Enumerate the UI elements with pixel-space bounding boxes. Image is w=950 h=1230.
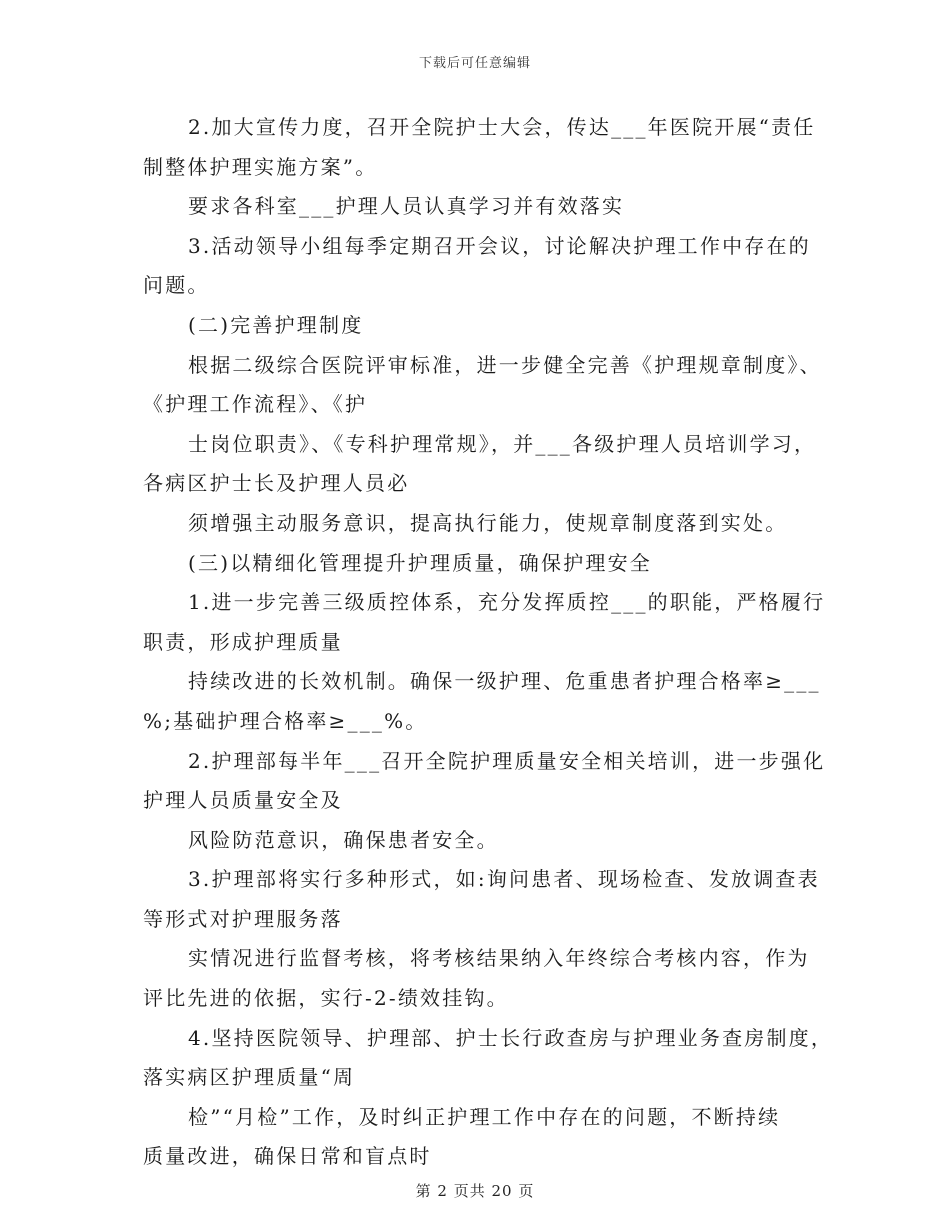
- text-line: 1.进一步完善三级质控体系，充分发挥质控___的职能，严格履行: [188, 590, 826, 615]
- text-line: 落实病区护理质量“周: [143, 1065, 356, 1090]
- text-line: %;基础护理合格率≥___%。: [143, 708, 428, 733]
- text-line: 2.护理部每半年___召开全院护理质量安全相关培训，进一步强化: [188, 748, 826, 773]
- text-line: 要求各科室___护理人员认真学习并有效落实: [188, 194, 625, 219]
- text-line: 持续改进的长效机制。确保一级护理、危重患者护理合格率≥___: [188, 669, 821, 694]
- text-line: 等形式对护理服务落: [143, 906, 343, 931]
- text-line: 须增强主动服务意识，提高执行能力，使规章制度落到实处。: [188, 510, 788, 535]
- text-line: 质量改进，确保日常和盲点时: [143, 1144, 432, 1169]
- text-line: 2.加大宣传力度，召开全院护士大会，传达___年医院开展“责任: [188, 115, 816, 139]
- text-line: 3.护理部将实行多种形式，如:询问患者、现场检查、发放调查表: [188, 867, 820, 892]
- text-line: 3.活动领导小组每季定期召开会议，讨论解决护理工作中存在的: [188, 233, 811, 258]
- text-line: 制整体护理实施方案”。: [143, 154, 378, 179]
- text-line: 实情况进行监督考核，将考核结果纳入年终综合考核内容，作为: [188, 946, 810, 971]
- text-line: 风险防范意识，确保患者安全。: [188, 827, 499, 852]
- text-line: (二)完善护理制度: [188, 312, 364, 337]
- text-line: 《护理工作流程》、《护: [143, 392, 368, 417]
- text-line: 根据二级综合医院评审标准，进一步健全完善《护理规章制度》、: [188, 352, 822, 377]
- text-line: 4.坚持医院领导、护理部、护士长行政查房与护理业务查房制度，: [188, 1025, 834, 1050]
- text-line: 职责，形成护理质量: [143, 629, 343, 654]
- text-line: 评比先进的依据，实行-2-绩效挂钩。: [143, 986, 509, 1011]
- text-line: 士岗位职责》、《专科护理常规》，并___各级护理人员培训学习，: [188, 431, 817, 456]
- text-line: 问题。: [143, 273, 210, 298]
- text-line: 检”“月检”工作，及时纠正护理工作中存在的问题，不断持续: [188, 1104, 781, 1129]
- page-header: 下载后可任意编辑: [418, 56, 531, 71]
- text-line: 护理人员质量安全及: [143, 788, 343, 813]
- page-footer: 第 2 页共 20 页: [415, 1182, 535, 1200]
- document-body: [143, 108, 834, 1177]
- text-line: (三)以精细化管理提升护理质量，确保护理安全: [188, 550, 653, 575]
- text-line: 各病区护士长及护理人员必: [143, 471, 410, 496]
